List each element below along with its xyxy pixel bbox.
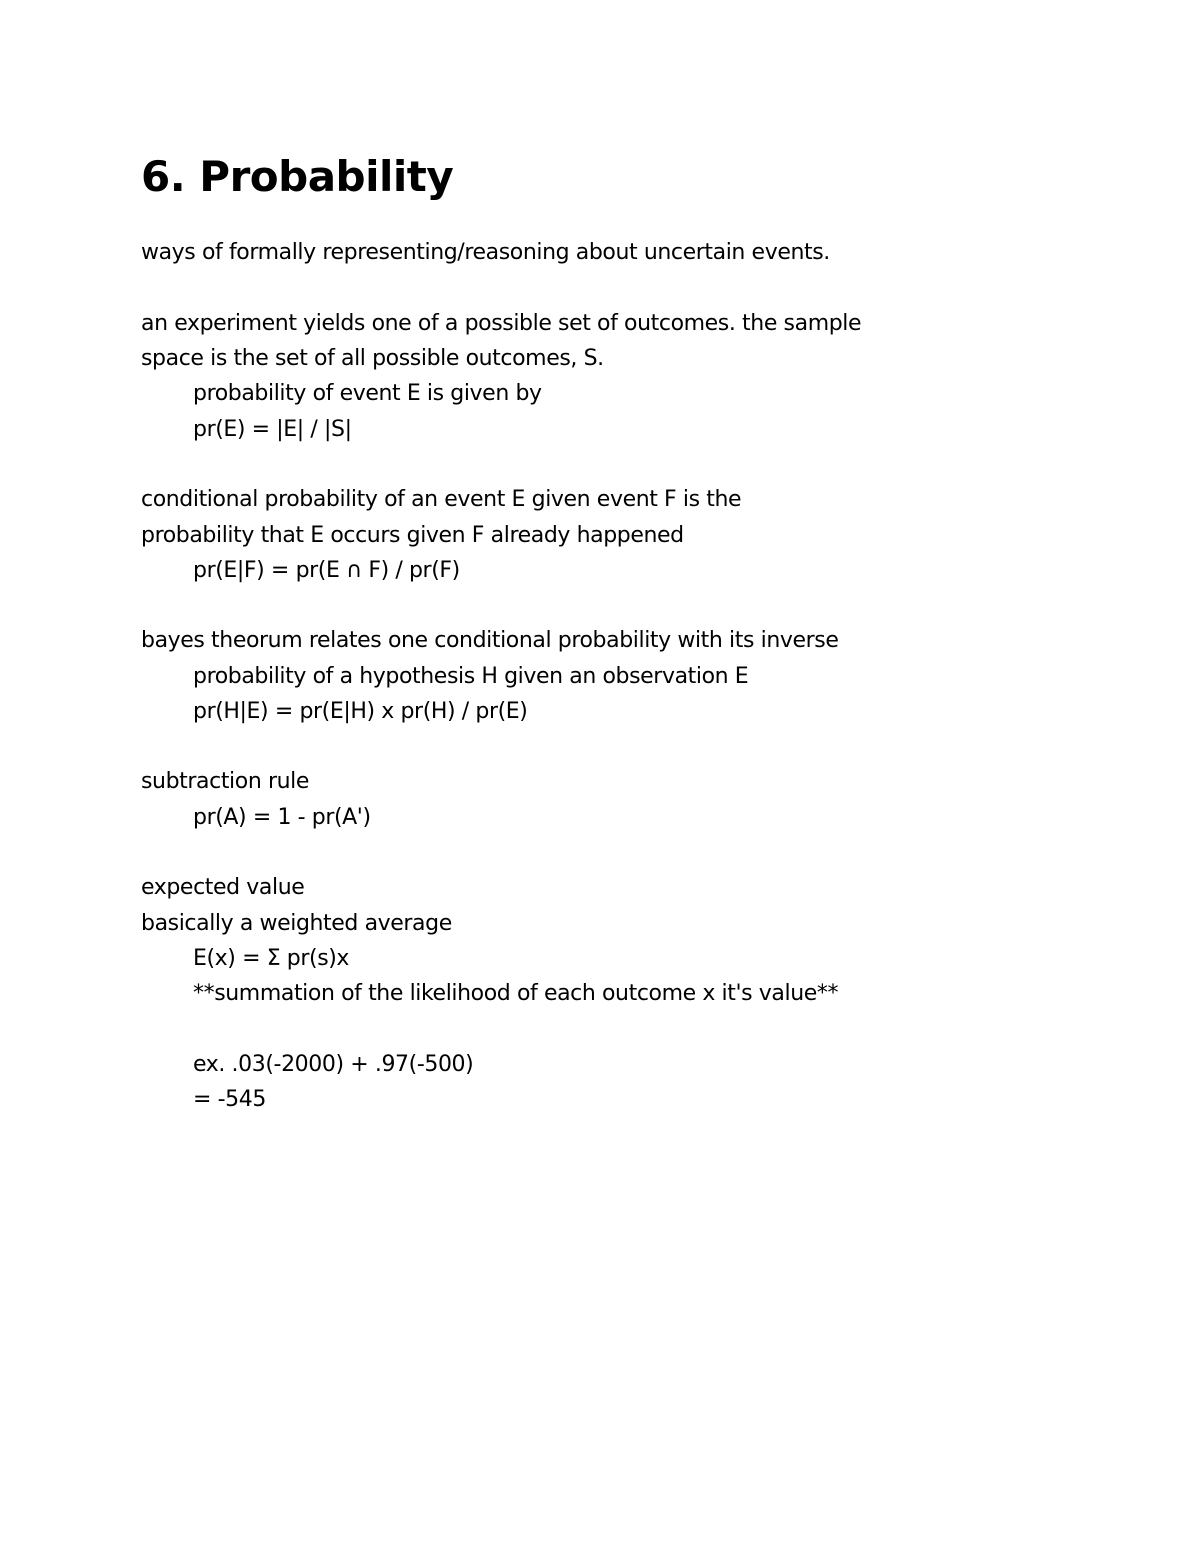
subtraction-rule-formula: pr(A) = 1 - pr(A') <box>193 805 371 830</box>
subtraction-rule-heading: subtraction rule <box>141 769 309 794</box>
bayes-formula: pr(H|E) = pr(E|H) x pr(H) / pr(E) <box>193 699 528 724</box>
conditional-probability-line-2: probability that E occurs given F already happened <box>141 523 684 548</box>
expected-value-note: **summation of the likelihood of each outcome x it's value** <box>193 981 839 1006</box>
event-probability-formula: pr(E) = |E| / |S| <box>193 417 352 442</box>
conditional-probability-formula: pr(E|F) = pr(E ∩ F) / pr(F) <box>193 558 460 583</box>
expected-value-result: = -545 <box>193 1087 266 1112</box>
expected-value-description: basically a weighted average <box>141 911 452 936</box>
expected-value-heading: expected value <box>141 875 305 900</box>
conditional-probability-line-1: conditional probability of an event E given event F is the <box>141 487 742 512</box>
event-probability-line: probability of event E is given by <box>193 381 542 406</box>
intro-line: ways of formally representing/reasoning about uncertain events. <box>141 240 830 265</box>
sample-space-line-1: an experiment yields one of a possible set of outcomes. the sample <box>141 311 862 336</box>
expected-value-example: ex. .03(-2000) + .97(-500) <box>193 1052 474 1077</box>
bayes-hypothesis-line: probability of a hypothesis H given an observation E <box>193 664 749 689</box>
bayes-theorem-line: bayes theorum relates one conditional probability with its inverse <box>141 628 839 653</box>
sample-space-line-2: space is the set of all possible outcomes, S. <box>141 346 604 371</box>
page-title: 6. Probability <box>141 152 454 201</box>
expected-value-formula: E(x) = Σ pr(s)x <box>193 946 350 971</box>
